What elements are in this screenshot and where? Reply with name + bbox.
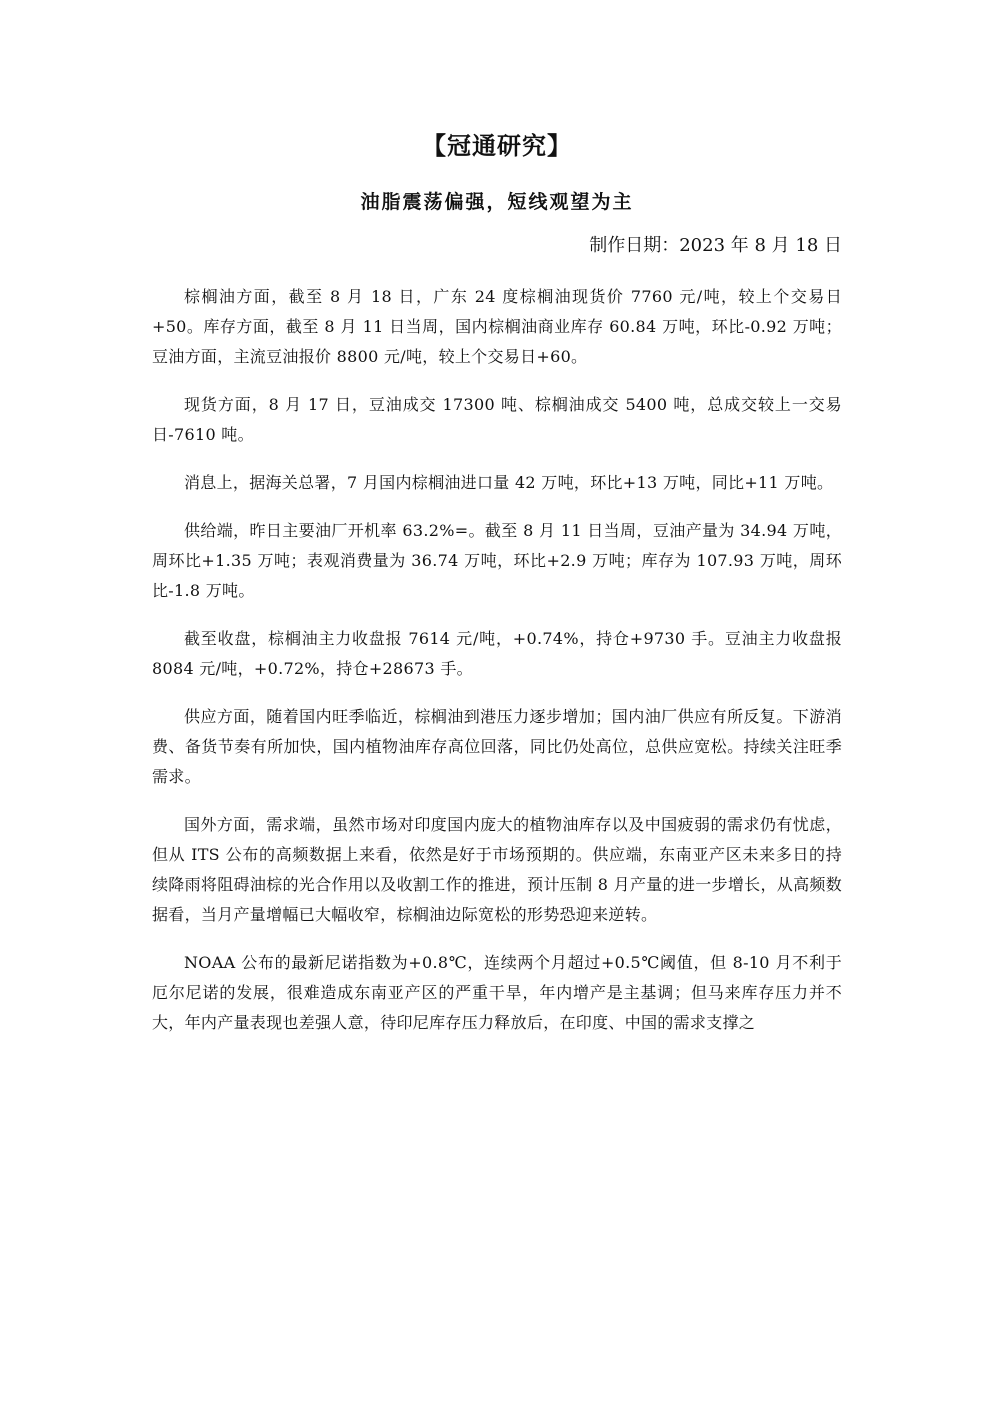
- paragraph-domestic-supply: 供应方面，随着国内旺季临近，棕榈油到港压力逐步增加；国内油厂供应有所反复。下游消费、备货节奏有所加快，国内植物油库存高位回落，同比仍处高位，总供应宽松。持续关注旺季需求。: [152, 707, 842, 786]
- paragraph-spot-trading: 现货方面，8 月 17 日，豆油成交 17300 吨、棕榈油成交 5400 吨，总成交较上一交易日-7610 吨。: [152, 395, 842, 444]
- report-body: [152, 282, 842, 1056]
- headline: 油脂震荡偏强，短线观望为主: [360, 191, 634, 213]
- org-title: 【冠通研究】: [422, 131, 572, 160]
- paragraph-overseas: 国外方面，需求端，虽然市场对印度国内庞大的植物油库存以及中国疲弱的需求仍有忧虑，但从 ITS 公布的高频数据上来看，依然是好于市场预期的。供应端，东南亚产区未来多日的持续降雨将阻碍油棕的光合作用以及收割工作的推进，预计压制 8 月产量的进一步增长，从高频数据看，当月产量增幅已大幅收窄，棕榈油边际宽松的形势恐迎来逆转。: [152, 815, 842, 924]
- paragraph-closing-prices: 截至收盘，棕榈油主力收盘报 7614 元/吨，+0.74%，持仓+9730 手。豆油主力收盘报 8084 元/吨，+0.72%，持仓+28673 手。: [152, 629, 842, 678]
- production-date: 制作日期：2023 年 8 月 18 日: [589, 235, 842, 256]
- paragraph-news: 消息上，据海关总署，7 月国内棕榈油进口量 42 万吨，环比+13 万吨，同比+11 万吨。: [184, 473, 834, 492]
- paragraph-palm-oil-spot: 棕榈油方面，截至 8 月 18 日，广东 24 度棕榈油现货价 7760 元/吨，较上个交易日+50。库存方面，截至 8 月 11 日当周，国内棕榈油商业库存 60.84 万吨，环比-0.92 万吨；豆油方面，主流豆油报价 8800 元/吨，较上个交易日+60。: [152, 287, 842, 366]
- paragraph-noaa: NOAA 公布的最新尼诺指数为+0.8℃，连续两个月超过+0.5℃阈值，但 8-10 月不利于厄尔尼诺的发展，很难造成东南亚产区的严重干旱，年内增产是主基调；但马来库存压力并不大，年内产量表现也差强人意，待印尼库存压力释放后，在印度、中国的需求支撑之: [152, 953, 842, 1032]
- paragraph-supply-side: 供给端，昨日主要油厂开机率 63.2%=。截至 8 月 11 日当周，豆油产量为 34.94 万吨，周环比+1.35 万吨；表观消费量为 36.74 万吨，环比+2.9 万吨；库存为 107.93 万吨，周环比-1.8 万吨。: [152, 521, 842, 600]
